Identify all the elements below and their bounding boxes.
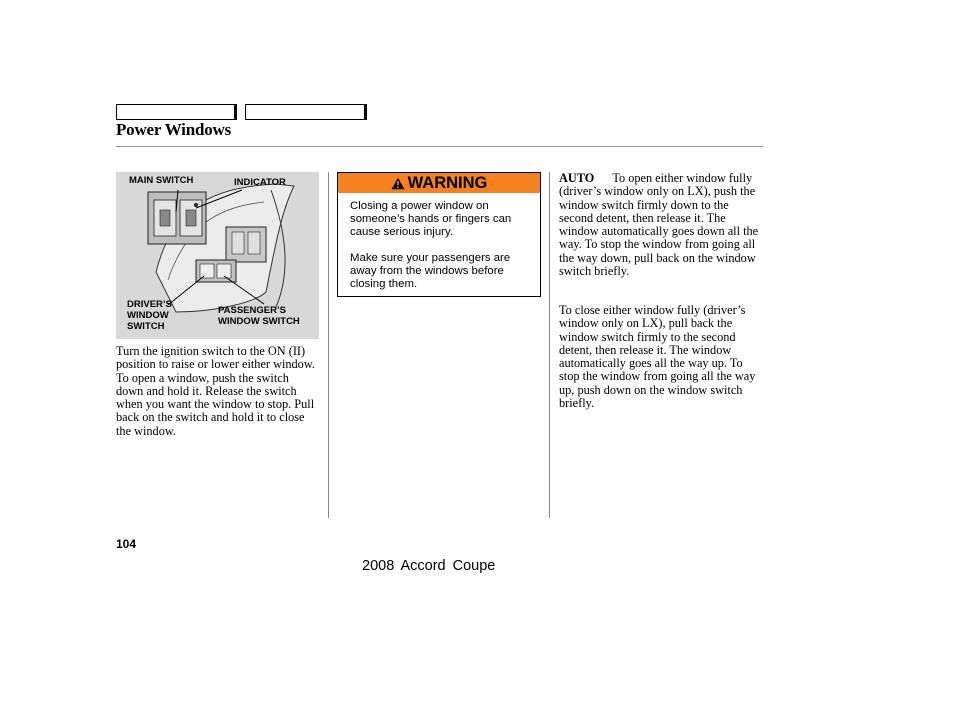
- title-divider: [116, 146, 763, 147]
- passengers-window-switch-label: PASSENGER’S WINDOW SWITCH: [218, 305, 300, 327]
- power-window-switch-illustration: [116, 172, 319, 339]
- ignition-instructions: Turn the ignition switch to the ON (II) position to raise or lower either window. To open a window, push the switch down and hold it. Release the switch when you want the window to stop. Pull back on the switch and hold it to close the window.: [116, 344, 315, 438]
- page-title: Power Windows: [116, 120, 232, 139]
- column-divider-1: [328, 172, 329, 518]
- header-tab-1: [116, 104, 237, 120]
- auto-close-paragraph: To close either window fully (driver’s window only on LX), pull back the window switch firmly to the second detent, then release it. The window automatically goes all the way up. To stop the window from going all the way up, push down on the window switch briefly.: [559, 303, 756, 411]
- main-switch-label: MAIN SWITCH: [129, 175, 194, 186]
- model-footer: 2008 Accord Coupe: [362, 558, 496, 574]
- warning-paragraph-2: Make sure your passengers are away from the windows before closing them.: [350, 252, 511, 290]
- auto-label: AUTO: [559, 171, 595, 185]
- page-number: 104: [116, 537, 137, 551]
- warning-triangle-icon: [391, 177, 405, 190]
- warning-paragraph-1: Closing a power window on someone’s hands or fingers can cause serious injury.: [350, 200, 512, 238]
- indicator-label: INDICATOR: [234, 177, 286, 188]
- warning-box: [337, 172, 541, 297]
- drivers-window-switch-label: DRIVER’S WINDOW SWITCH: [127, 299, 172, 332]
- warning-heading: WARNING: [407, 173, 488, 192]
- auto-open-paragraph: [559, 172, 764, 278]
- header-tab-2: [245, 104, 367, 120]
- warning-header: [338, 173, 540, 193]
- auto-open-text: To open either window fully (driver’s window only on LX), push the window switch firmly down to the second detent, then release it. The window automatically goes down all the way. To stop the window from going all the way down, pull back on the window switch briefly.: [559, 171, 759, 279]
- column-divider-2: [549, 172, 550, 518]
